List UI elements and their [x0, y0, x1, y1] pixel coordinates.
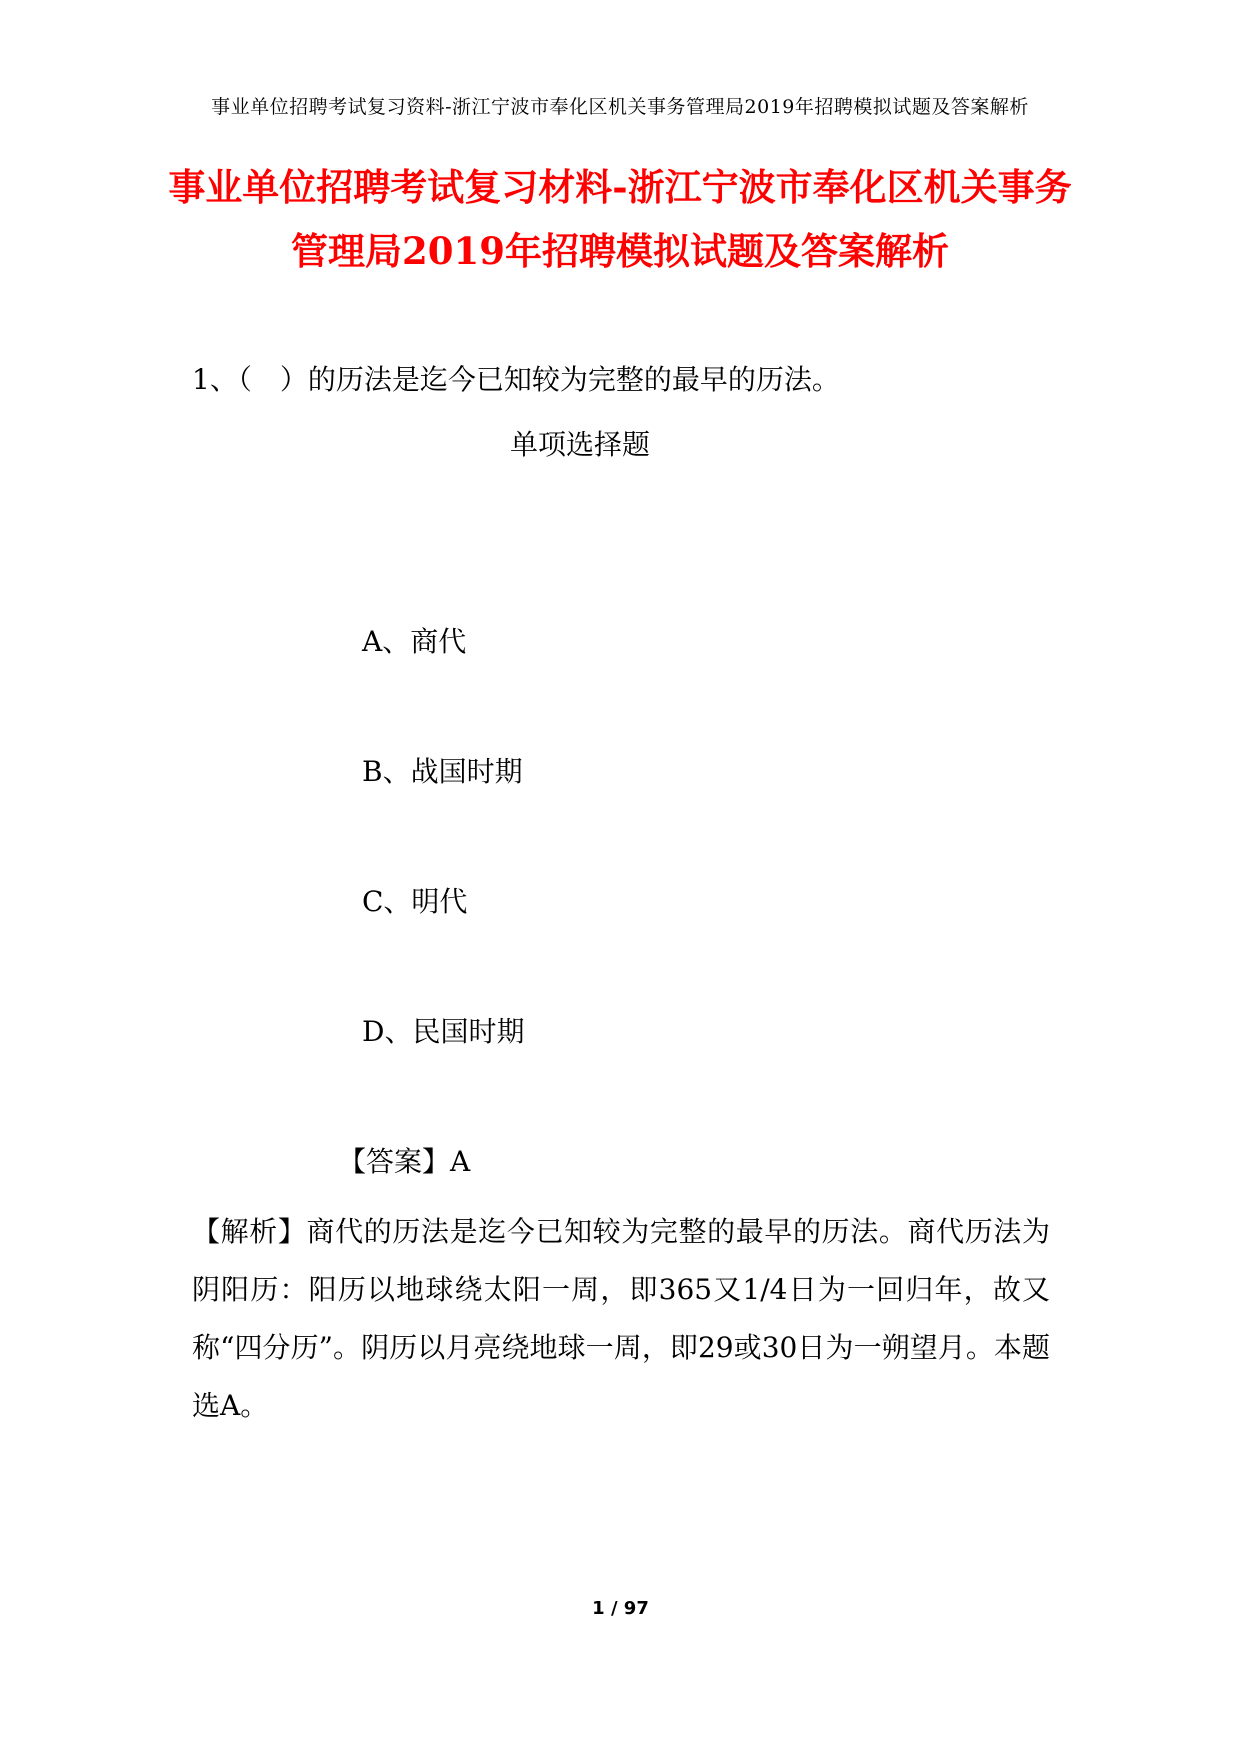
document-title: 事业单位招聘考试复习材料-浙江宁波市奉化区机关事务管理局2019年招聘模拟试题及答案解析 — [168, 165, 1072, 273]
question-type: 单项选择题 — [509, 428, 650, 461]
option-c: C、明代 — [362, 885, 468, 918]
option-b: B、战国时期 — [362, 755, 523, 788]
option-d: D、民国时期 — [362, 1015, 525, 1048]
page-number: 1 / 97 — [592, 1598, 649, 1619]
option-a: A、商代 — [362, 625, 467, 658]
analysis-paragraph: 【解析】商代的历法是迄今已知较为完整的最早的历法。商代历法为阴阳历：阳历以地球绕太阳一周，即365又1/4日为一回归年，故又称“四分历”。阴历以月亮绕地球一周，即29或30日为一朔望月。本题选A。 — [192, 1215, 1050, 1422]
running-header: 事业单位招聘考试复习资料-浙江宁波市奉化区机关事务管理局2019年招聘模拟试题及答案解析 — [211, 96, 1029, 118]
answer-line: 【答案】A — [338, 1145, 471, 1178]
question-stem: 1、（ ）的历法是迄今已知较为完整的最早的历法。 — [192, 363, 840, 396]
